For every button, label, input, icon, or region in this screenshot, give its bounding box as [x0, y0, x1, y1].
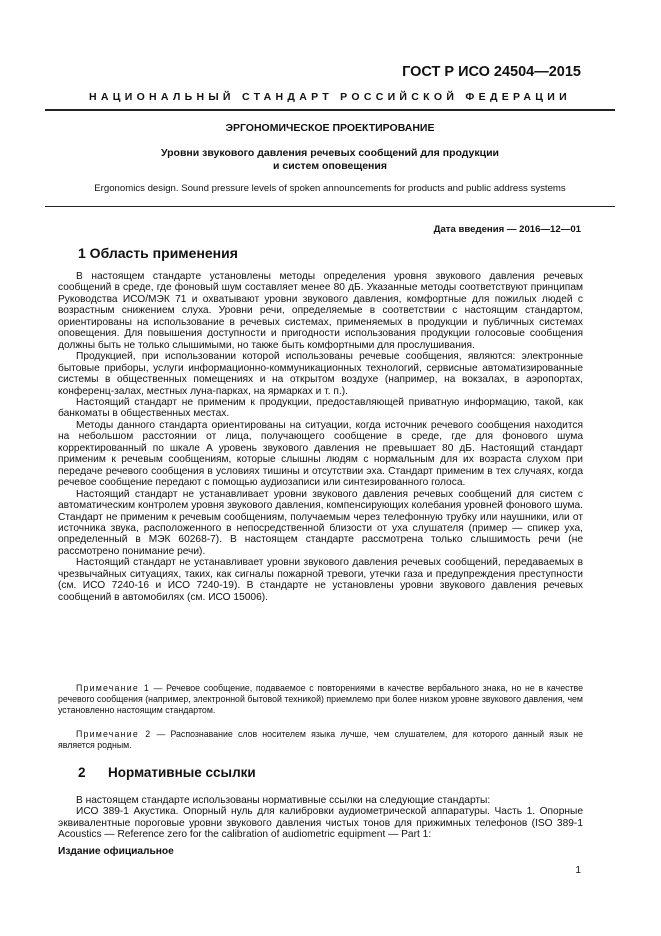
section-number: 2	[78, 765, 86, 780]
section-2-heading	[78, 765, 256, 780]
banner-rule	[45, 109, 615, 111]
note-label: Примечание 2	[76, 729, 152, 739]
paragraph: В настоящем стандарте установлены методы определения уровня звукового давления речевых сообщений в среде, где фоновый шум составляет менее 80 дБ. Указанные методы соответствуют принципам Руководства ИСО/МЭК 71 и охватывают уровни звукового давления, комфортные для пожилых людей с возрастным снижением слуха. Уровни речи, определяемые в соответствии с настоящим стандартом, ориентированы на использование в речевых системах, применяемых в продукции и публичных системах оповещения. Для повышения доступности и пригодности использования продукции голосовые сообщения должны быть не только слышимыми, но также быть комфортными для прослушивания.	[58, 271, 583, 351]
section-1-heading: 1 Область применения	[78, 245, 238, 261]
document-code: ГОСТ Р ИСО 24504—2015	[402, 64, 581, 80]
note-label: Примечание 1	[76, 683, 150, 693]
note-text: — Речевое сообщение, подаваемое с повторениями в качестве вербального знака, но не в качестве речевого сообщения (например, электронной бытовой техникой) приемлемо при более низком уровне звукового давления, чем установленно настоящим стандартом.	[58, 683, 583, 715]
paragraph: В настоящем стандарте использованы нормативные ссылки на следующие стандарты:	[76, 795, 491, 806]
section-1-body	[58, 271, 583, 603]
note-text: — Распознавание слов носителем языка лучше, чем слушателем, для которого данный язык не является родным.	[58, 729, 583, 750]
note-2	[58, 729, 583, 751]
standard-category: ЭРГОНОМИЧЕСКОЕ ПРОЕКТИРОВАНИЕ	[225, 122, 435, 134]
title-line-2: и систем оповещения	[273, 160, 387, 172]
note-1	[58, 683, 583, 716]
national-standard-banner: НАЦИОНАЛЬНЫЙ СТАНДАРТ РОССИЙСКОЙ ФЕДЕРАЦИИ	[89, 91, 571, 103]
title-line-1: Уровни звукового давления речевых сообщений для продукции	[160, 147, 500, 159]
paragraph: Методы данного стандарта ориентированы на ситуации, когда источник речевого сообщения находится на небольшом расстоянии от лица, получающего сообщение в среде, где для фонового шума корректированный по шкале А уровень звукового давления не превышает 80 дБ. Настоящий стандарт применим к речевым сообщениям, которые слышны людям с нормальным для их возраста слухом при передаче речевого сообщения в условиях тишины и отсутствии эха. Стандарт применим в тех случаях, когда речевое сообщение передают с помощью аудиозаписи или синтезированного голоса.	[58, 419, 583, 489]
paragraph: Настоящий стандарт не применим к продукции, предоставляющей приватную информацию, такой, как банкоматы в общественных местах.	[58, 396, 583, 420]
official-edition-label: Издание официальное	[58, 846, 174, 857]
standard-title	[60, 147, 600, 173]
section-title: Нормативные ссылки	[108, 765, 256, 780]
english-title: Ergonomics design. Sound pressure levels of spoken announcements for products and public address systems	[94, 183, 566, 194]
title-rule	[45, 206, 615, 207]
paragraph: Настоящий стандарт не устанавливает уровни звукового давления речевых сообщений для систем с автоматическим контролем уровня звукового давления, компенсирующих колебания уровней фонового шума. Стандарт не применим к речевым сообщениям, получаемым через телефонную трубку или наушники, или от источника звука, расположенного в непосредственной близости от уха слушателя (пример — спикер уха, определенный в МЭК 60268-7). В настоящем стандарте рассмотрена только слышимость речи (не рассмотрено понимание речи).	[58, 488, 583, 557]
page-number: 1	[575, 865, 581, 876]
paragraph: Продукцией, при использовании которой использованы речевые сообщения, являются: электронные бытовые приборы, услуги информационно-коммуникационных технологий, сервисные автоматизированные системы в общественных помещениях и на открытом воздухе (например, на вокзалах, в аэропортах, конференц-залах, местных луна-парках, на ярмарках и т. п.).	[58, 351, 583, 397]
introduction-date: Дата введения — 2016—12—01	[433, 224, 581, 235]
section-2-body	[58, 795, 583, 841]
paragraph: ИСО 389-1 Акустика. Опорный нуль для калибровки аудиометрической аппаратуры. Часть 1. Опорные эквивалентные пороговые уровни звукового давления чистых тонов для прижимных телефонов (ISO 389-1 Acoustics — Reference zero for the calibration of audiometric equipment — Part 1:	[58, 806, 583, 841]
paragraph: Настоящий стандарт не устанавливает уровни звукового давления речевых сообщений, передаваемых в чрезвычайных ситуациях, таких, как сигналы пожарной тревоги, утечки газа и предупреждения преступности (см. ИСО 7240-16 и ИСО 7240-19). В стандарте не установлены уровни звукового давления речевых сообщений в автомобилях (см. ИСО 15006).	[58, 557, 583, 603]
